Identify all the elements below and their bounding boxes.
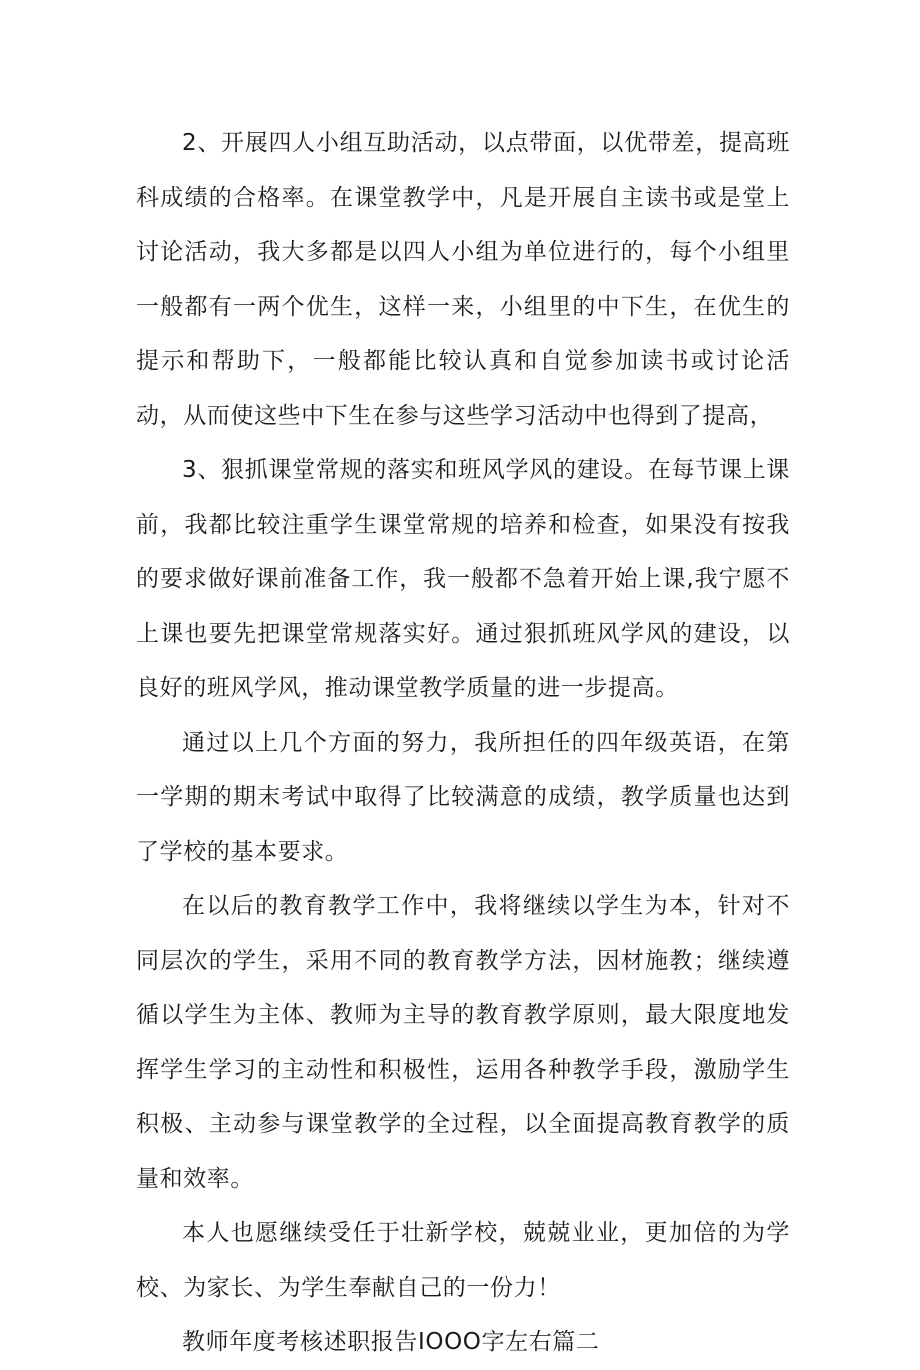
paragraph-group-tutoring: 2、开展四人小组互助活动，以点带面，以优带差，提高班科成绩的合格率。在课堂教学中，凡是开展自主读书或是堂上讨论活动，我大多都是以四人小组为单位进行的，每个小组里一般都有一两个优生，这样一来，小组里的中下生，在优生的提示和帮助下，一般都能比较认真和自觉参加读书或讨论活动，从而使这些中下生在参与这些学习活动中也得到了提高， (136, 130, 790, 429)
paragraph-classroom-routine: 3、狠抓课堂常规的落实和班风学风的建设。在每节课上课前，我都比较注重学生课堂常规的培养和检查，如果没有按我的要求做好课前准备工作，我一般都不急着开始上课,我宁愿不上课也要先把课堂常规落实好。通过狠抓班风学风的建设，以良好的班风学风，推动课堂教学质量的进一步提高。 (136, 457, 790, 701)
document-body (136, 116, 790, 1370)
section-heading: 教师年度考核述职报告IOOO字左右篇二 (182, 1329, 600, 1355)
paragraph-commitment: 本人也愿继续受任于壮新学校，兢兢业业，更加倍的为学校、为家长、为学生奉献自己的一份力！ (136, 1220, 790, 1301)
paragraph-results: 通过以上几个方面的努力，我所担任的四年级英语，在第一学期的期末考试中取得了比较满意的成绩，教学质量也达到了学校的基本要求。 (136, 729, 790, 865)
paragraph-future-plans: 在以后的教育教学工作中，我将继续以学生为本，针对不同层次的学生，采用不同的教育教学方法，因材施教；继续遵循以学生为主体、教师为主导的教育教学原则，最大限度地发挥学生学习的主动性和积极性，运用各种教学手段，激励学生积极、主动参与课堂教学的全过程，以全面提高教育教学的质量和效率。 (136, 893, 790, 1192)
